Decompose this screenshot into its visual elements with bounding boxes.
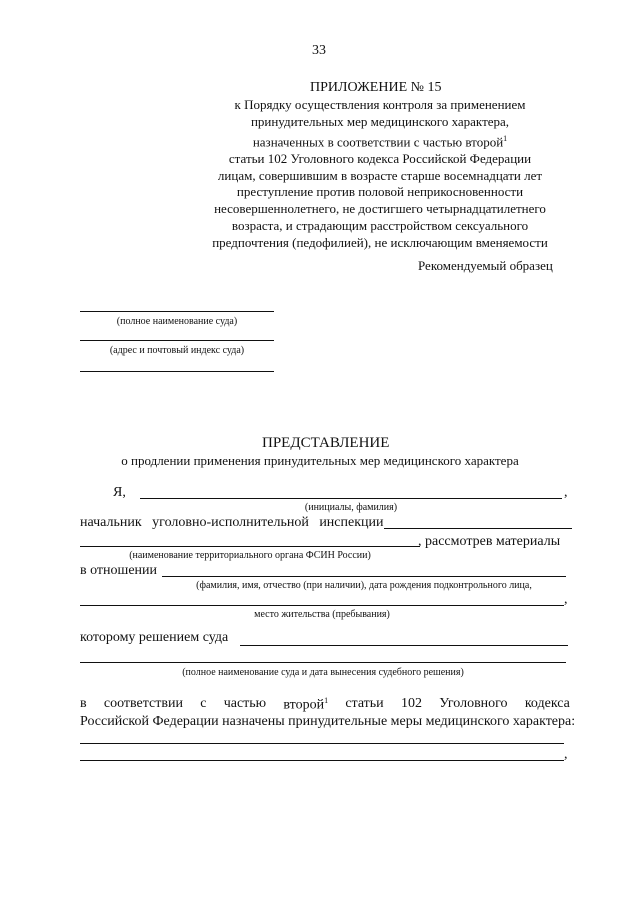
appendix-line: назначенных в соответствии с частью второй$^1$: [252, 133, 508, 149]
basis-line-1: [80, 696, 570, 714]
comma: ,: [564, 747, 568, 762]
appendix-line: к Порядку осуществления контроля за применением: [234, 97, 526, 112]
initials-line[interactable]: [140, 498, 562, 499]
page-number: 33: [312, 43, 326, 58]
document-subtitle: о продлении применения принудительных мер медицинского характера: [121, 453, 519, 468]
appendix-line: преступление против половой неприкосновенности: [236, 184, 524, 200]
person-caption: (фамилия, имя, отчество (при наличии), дата рождения подконтрольного лица,: [196, 580, 532, 591]
organ-line[interactable]: [80, 546, 420, 547]
ya-label: Я,: [113, 485, 126, 500]
residence-caption: место жительства (пребывания): [254, 609, 390, 620]
initials-caption: (инициалы, фамилия): [304, 502, 398, 513]
appendix-line: предпочтения (педофилией), не исключающим вменяемости: [212, 234, 548, 250]
court-name-line[interactable]: [80, 311, 274, 312]
court-extra-line[interactable]: [80, 371, 274, 372]
comma: ,: [564, 485, 568, 500]
basis-line-2: Российской Федерации назначены принудительные меры медицинского характера:: [80, 714, 576, 729]
basis-word: 102: [400, 696, 422, 711]
appendix-text: [190, 97, 570, 252]
court-decision-label: которому решением суда: [80, 630, 229, 645]
appendix-line: статьи 102 Уголовного кодекса Российской Федерации: [228, 150, 532, 166]
measures-line-1[interactable]: [80, 743, 564, 744]
appendix-title: ПРИЛОЖЕНИЕ № 15: [310, 80, 442, 95]
regarding-label: в отношении: [80, 563, 158, 578]
reviewed-label: , рассмотрев материалы: [418, 534, 561, 549]
appendix-line: возраста, и страдающим расстройством сексуального: [231, 217, 529, 233]
person-line[interactable]: [162, 576, 566, 577]
basis-word: кодекса: [524, 696, 570, 711]
appendix-line: принудительных мер медицинского характера,: [250, 113, 510, 129]
basis-word: Уголовного: [439, 696, 508, 711]
court-address-line[interactable]: [80, 340, 274, 341]
court-decision-line[interactable]: [240, 645, 568, 646]
sample-label: Рекомендуемый образец: [418, 258, 553, 273]
residence-line[interactable]: [80, 605, 564, 606]
inspection-line[interactable]: [384, 528, 572, 529]
basis-word: статьи: [345, 696, 384, 711]
basis-word: второй$^1$: [283, 696, 329, 713]
document-title: ПРЕДСТАВЛЕНИЕ: [262, 435, 390, 451]
appendix-line: несовершеннолетнего, не достигшего четырнадцатилетнего: [214, 201, 546, 217]
footnote-mark: 1: [324, 696, 329, 705]
decision-caption: (полное наименование суда и дата вынесения судебного решения): [182, 667, 464, 678]
basis-word: частью: [223, 696, 267, 711]
basis-word: с: [200, 696, 207, 711]
footnote-mark: 1: [503, 133, 508, 143]
measures-line-2[interactable]: [80, 760, 564, 761]
comma: ,: [564, 592, 568, 607]
court-address-caption: (адрес и почтовый индекс суда): [109, 345, 245, 356]
organ-caption: (наименование территориального органа ФСИН России): [129, 550, 371, 561]
appendix-line: лицам, совершившим в возрасте старше восемнадцати лет: [217, 167, 543, 183]
chief-label: начальник уголовно-исполнительной инспекции: [80, 515, 384, 530]
decision-line[interactable]: [80, 662, 566, 663]
basis-word: соответствии: [103, 696, 183, 711]
basis-word: в: [80, 696, 87, 711]
court-name-caption: (полное наименование суда): [116, 316, 238, 327]
